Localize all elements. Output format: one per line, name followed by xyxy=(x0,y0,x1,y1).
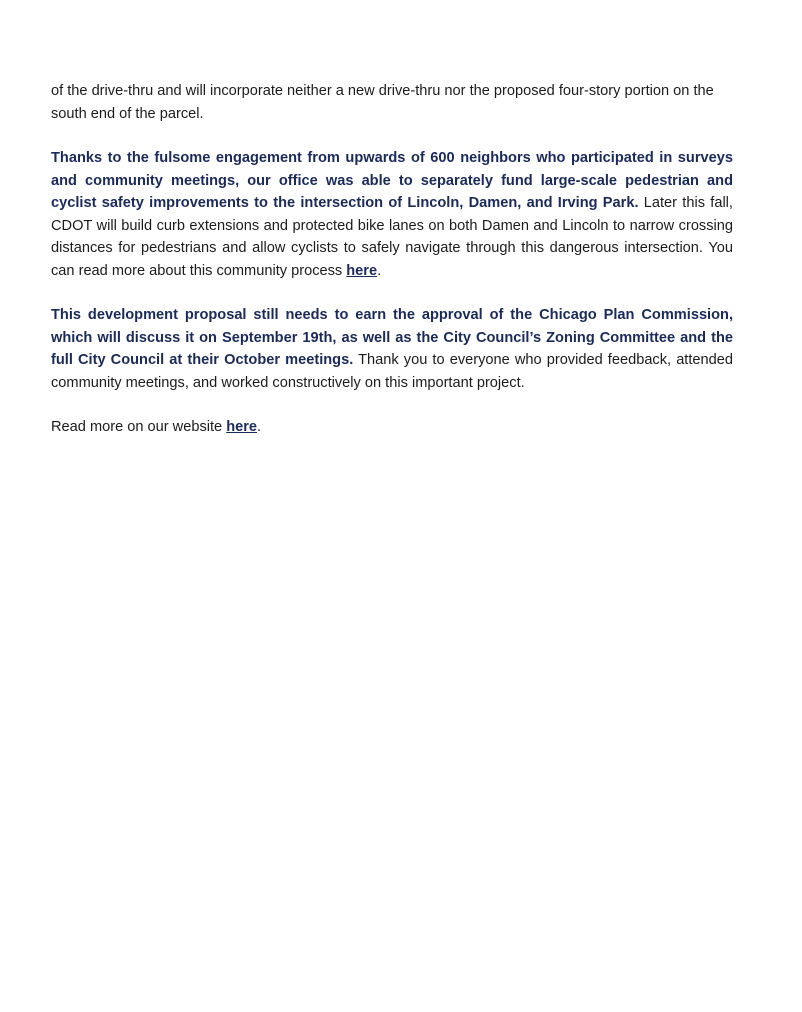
paragraph-safety-improvements xyxy=(51,147,733,282)
paragraph-read-more xyxy=(51,416,733,439)
paragraph-approval-bold: This development proposal still needs to earn the approval of the Chicago Plan Commission, which will discuss it on September 19th, as well as the City Council’s Zoning Committee and the full City Council at their October meetings. xyxy=(51,307,733,368)
paragraph-safety-end: . xyxy=(377,262,382,279)
paragraph-safety-bold: Thanks to the fulsome engagement from upwards of 600 neighbors who participated in surveys and community meetings, our office was able to separately fund large-scale pedestrian and cyclist safety improvements to the intersection of Lincoln, Damen, and Irving Park. xyxy=(51,150,733,211)
paragraph-safety-text: Later this fall, CDOT will build curb extensions and protected bike lanes on both Damen and Lincoln to narrow crossing distances for pedestrians and allow cyclists to safely navigate through this dangerous intersection. You can read more about this community process xyxy=(51,195,733,279)
website-link[interactable]: here xyxy=(226,419,258,435)
paragraph-read-more-end: . xyxy=(257,419,262,435)
paragraph-read-more-text: Read more on our website xyxy=(51,419,227,435)
paragraph-drive-thru-text: of the drive-thru and will incorporate neither a new drive-thru nor the proposed four-story portion on the south end of the parcel. xyxy=(51,83,714,122)
paragraph-drive-thru xyxy=(51,80,733,125)
community-process-link[interactable]: here xyxy=(346,262,378,279)
paragraph-approval-text: Thank you to everyone who provided feedback, attended community meetings, and worked constructively on this important project. xyxy=(51,352,733,391)
paragraph-approval xyxy=(51,304,733,394)
document-body xyxy=(51,80,733,461)
